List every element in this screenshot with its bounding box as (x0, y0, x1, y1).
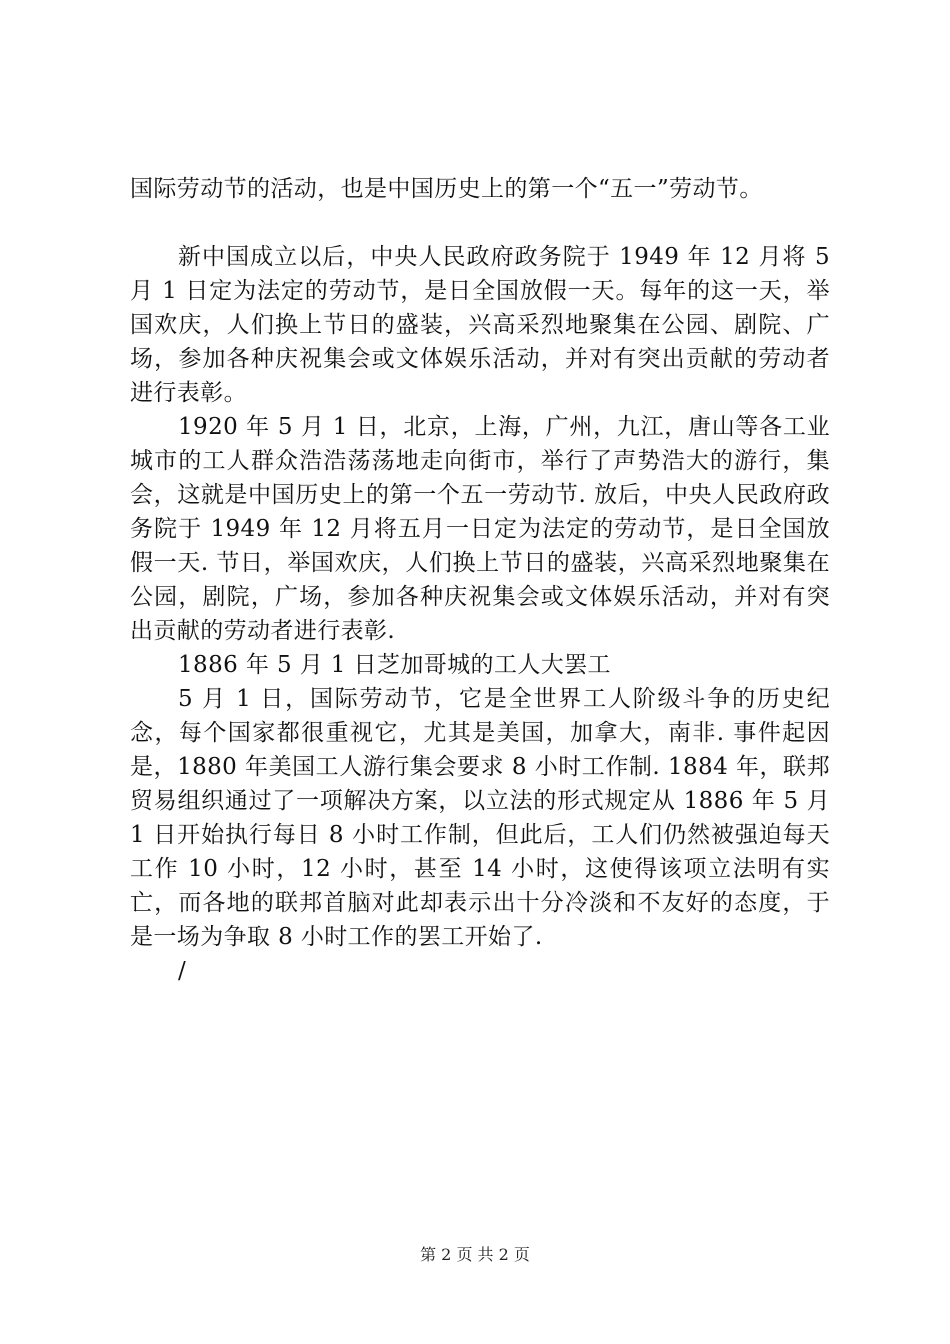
tail-mark: / (178, 958, 187, 984)
document-body (130, 172, 830, 988)
page-footer: 第 2 页 共 2 页 (420, 1245, 530, 1264)
paragraph-may-day-origin: 5 月 1 日，国际劳动节，它是全世界工人阶级斗争的历史纪念，每个国家都很重视它，尤其是美国，加拿大，南非. 事件起因是，1880 年美国工人游行集会要求 8 小时工作制. 1884 年，联邦贸易组织通过了一项解决方案，以立法的形式规定从 1886 年 5 月 1 日开始执行每日 8 小时工作制，但此后，工人们仍然被强迫每天工作 10 小时，12 小时，甚至 14 小时，这使得该项立法明有实亡，而各地的联邦首脑对此却表示出十分冷淡和不友好的态度，于是一场为争取 8 小时工作的罢工开始了. (130, 686, 830, 950)
paragraph-1886-heading: 1886 年 5 月 1 日芝加哥城的工人大罢工 (178, 652, 611, 678)
paragraph-1920: 1920 年 5 月 1 日，北京，上海，广州，九江，唐山等各工业城市的工人群众浩浩荡荡地走向街市，举行了声势浩大的游行，集会，这就是中国历史上的第一个五一劳动节. 放后，中央人民政府政务院于 1949 年 12 月将五月一日定为法定的劳动节，是日全国放假一天. 节日，举国欢庆，人们换上节日的盛装，兴高采烈地聚集在公园，剧院，广场，参加各种庆祝集会或文体娱乐活动，并对有突出贡献的劳动者进行表彰. (130, 414, 830, 644)
paragraph-new-china: 新中国成立以后，中央人民政府政务院于 1949 年 12 月将 5 月 1 日定为法定的劳动节，是日全国放假一天。每年的这一天，举国欢庆，人们换上节日的盛装，兴高采烈地聚集在公园、剧院、广场，参加各种庆祝集会或文体娱乐活动，并对有突出贡献的劳动者进行表彰。 (130, 244, 830, 406)
paragraph-gap (130, 206, 830, 240)
lead-line: 国际劳动节的活动，也是中国历史上的第一个“五一”劳动节。 (130, 176, 763, 202)
